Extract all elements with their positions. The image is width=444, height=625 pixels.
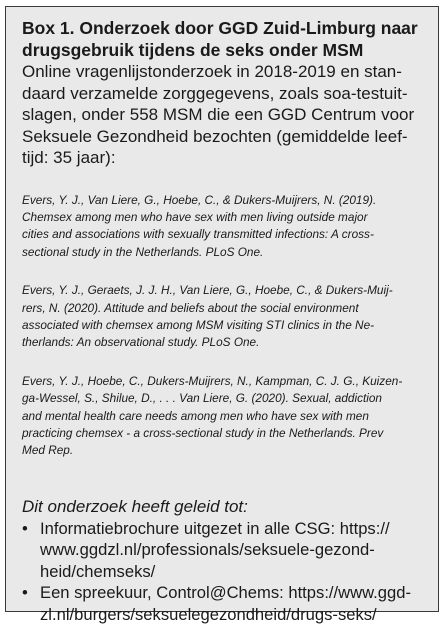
reference-line: Evers, Y. J., Hoebe, C., Dukers-Muijrers, N., Kampman, C. J. G., Kuizen- xyxy=(22,373,403,388)
reference-line: therlands: An observational study. PLoS One. xyxy=(22,335,260,350)
outcome-item xyxy=(22,518,422,583)
bullet-icon: • xyxy=(22,583,28,603)
info-box xyxy=(5,6,439,624)
reference-line: sectional study in the Netherlands. PLoS One. xyxy=(22,244,264,259)
outcome-item xyxy=(22,582,422,625)
intro-line: Seksuele Gezondheid bezochten (gemiddelde leef- xyxy=(22,126,408,146)
reference-line: and mental health care needs among men who have sex with men xyxy=(22,408,369,423)
outcome-line: Een spreekuur, Control@Chems: https://www.ggd- xyxy=(40,583,412,603)
outcome-line: heid/chemseks/ xyxy=(40,561,156,581)
outcome-line: www.ggdzl.nl/professionals/seksuele-gezond- xyxy=(40,540,375,560)
outcomes-list xyxy=(22,518,422,625)
outcomes-heading: Dit onderzoek heeft geleid tot: xyxy=(22,496,248,516)
reference-line: practicing chemsex - a cross-sectional study in the Netherlands. Prev xyxy=(22,425,384,440)
intro-line: daard verzamelde zorggegevens, zoals soa-testuit- xyxy=(22,83,408,103)
reference-line: associated with chemsex among MSM visiting STI clinics in the Ne- xyxy=(22,317,375,332)
reference-line: cities and associations with sexually transmitted infections: A cross- xyxy=(22,227,374,242)
intro-paragraph xyxy=(22,61,422,169)
intro-line: tijd: 35 jaar): xyxy=(22,148,116,167)
intro-line: Online vragenlijstonderzoek in 2018-2019 en stan- xyxy=(22,62,402,81)
reference-line: rers, N. (2020). Attitude and beliefs about the social environment xyxy=(22,300,359,315)
outcome-line: zl.nl/burgers/seksuelegezondheid/drugs-seks/ xyxy=(40,604,377,624)
reference-3 xyxy=(22,373,422,460)
bullet-icon: • xyxy=(22,518,28,538)
reference-line: Chemsex among men who have sex with men living outside major xyxy=(22,209,368,224)
reference-line: Evers, Y. J., Van Liere, G., Hoebe, C., & Dukers-Muijrers, N. (2019). xyxy=(22,192,377,207)
reference-2 xyxy=(22,282,422,352)
reference-1 xyxy=(22,192,422,262)
reference-line: Med Rep. xyxy=(22,443,74,458)
outcome-line: Informatiebrochure uitgezet in alle CSG: https:// xyxy=(40,518,390,538)
intro-line: slagen, onder 558 MSM die een GGD Centrum voor xyxy=(22,105,415,124)
box-title xyxy=(22,17,422,61)
box-title-line: drugsgebruik tijdens de seks onder MSM xyxy=(22,40,364,60)
reference-line: ga-Wessel, S., Shilue, D., . . . Van Liere, G. (2020). Sexual, addiction xyxy=(22,391,382,406)
box-title-line: Box 1. Onderzoek door GGD Zuid-Limburg naar xyxy=(22,18,418,38)
reference-line: Evers, Y. J., Geraets, J. J. H., Van Liere, G., Hoebe, C., & Dukers-Muij- xyxy=(22,283,393,298)
